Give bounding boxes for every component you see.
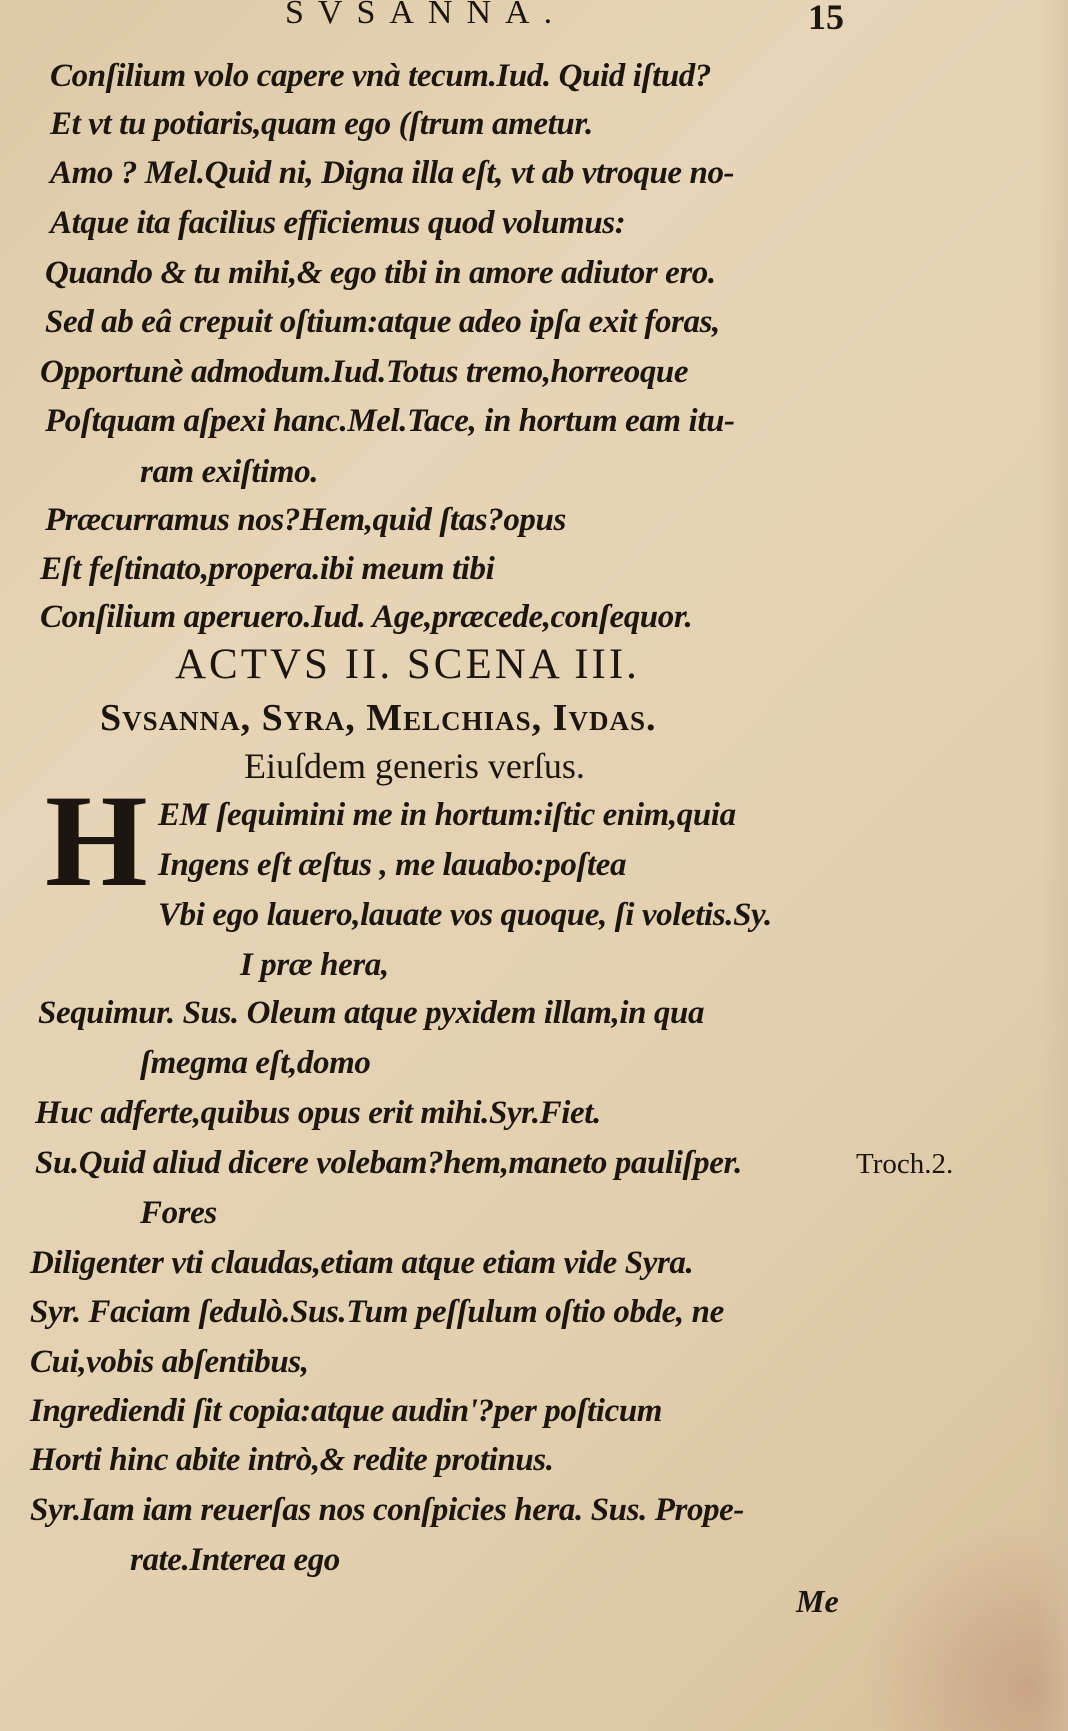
catchword: Me <box>796 1583 839 1619</box>
verse-note: Eiuſdem generis verſus. <box>244 746 585 786</box>
text-line: Quando & tu mihi,& ego tibi in amore adiutor ero. <box>45 255 716 291</box>
text-line: Sed ab eâ crepuit oſtium:atque adeo ipſa exit foras, <box>45 304 720 340</box>
text-line: Ingens eſt æſtus , me lauabo:poſtea <box>158 847 627 883</box>
drop-cap: H <box>45 767 148 914</box>
text-line: Poſtquam aſpexi hanc.Mel.Tace, in hortum eam itu- <box>45 403 735 439</box>
text-line: Cui,vobis abſentibus, <box>30 1344 309 1380</box>
text-line: EM ſequimini me in hortum:iſtic enim,quia <box>158 797 736 833</box>
text-line: Syr.Iam iam reuerſas nos conſpicies hera. Sus. Prope- <box>30 1492 745 1528</box>
text-line: rate.Interea ego <box>130 1542 340 1578</box>
text-line: ram exiſtimo. <box>140 454 319 490</box>
text-line: Sequimur. Sus. Oleum atque pyxidem illam,in qua <box>38 995 705 1031</box>
text-line: Huc adferte,quibus opus erit mihi.Syr.Fiet. <box>35 1095 601 1131</box>
text-line: Syr. Faciam ſedulò.Sus.Tum peſſulum oſtio obde, ne <box>30 1294 724 1330</box>
text-line: Ingrediendi ſit copia:atque audin'?per poſticum <box>30 1393 663 1429</box>
text-line: Amo ? Mel.Quid ni, Digna illa eſt, vt ab vtroque no- <box>50 155 735 191</box>
text-line: Præcurramus nos?Hem,quid ſtas?opus <box>45 502 566 538</box>
text-line: ſmegma eſt,domo <box>140 1045 371 1081</box>
text-line: Conſilium aperuero.Iud. Age,præcede,conſequor. <box>40 599 693 635</box>
text-line: Opportunè admodum.Iud.Totus tremo,horreoque <box>40 354 689 390</box>
text-line: Su.Quid aliud dicere volebam?hem,maneto pauliſper. <box>35 1145 742 1181</box>
text-line: Fores <box>140 1195 217 1231</box>
text-line: Vbi ego lauero,lauate vos quoque, ſi voletis.Sy. <box>158 897 772 933</box>
running-title: SVSANNA. <box>285 0 567 31</box>
text-line: Diligenter vti claudas,etiam atque etiam vide Syra. <box>30 1245 694 1281</box>
page-number: 15 <box>808 0 844 37</box>
page-edge-shadow <box>1038 0 1068 1731</box>
margin-note: Troch.2. <box>856 1148 954 1180</box>
text-line: Conſilium volo capere vnà tecum.Iud. Quid iſtud? <box>50 58 711 94</box>
text-line: Eſt feſtinato,propera.ibi meum tibi <box>40 551 495 587</box>
text-line: I præ hera, <box>240 947 389 983</box>
text-line: Atque ita facilius efficiemus quod volumus: <box>50 205 626 241</box>
text-line: Horti hinc abite intrò,& redite protinus. <box>30 1442 554 1478</box>
dramatis-personae: Svsanna, Syra, Melchias, Ivdas. <box>100 697 657 739</box>
act-scene-heading: ACTVS II. SCENA III. <box>175 641 640 688</box>
text-line: Et vt tu potiaris,quam ego (ſtrum ametur. <box>50 106 593 142</box>
